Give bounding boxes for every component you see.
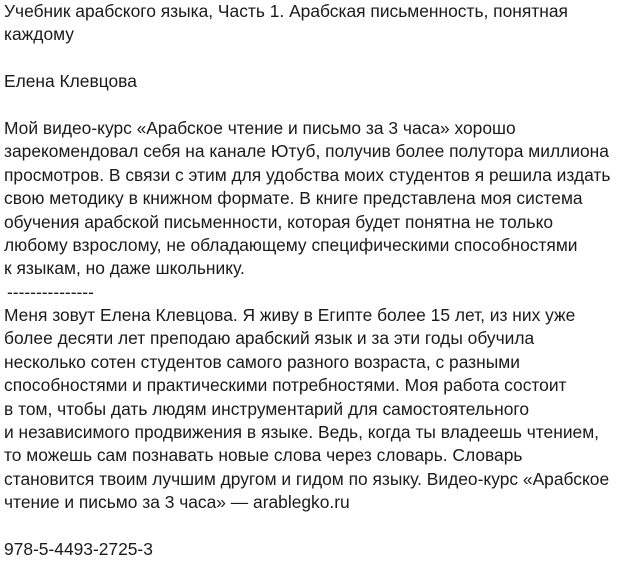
paragraph-line: становится твоим лучшим другом и гидом по языку. Видео-курс «Арабское [4, 468, 610, 489]
paragraph-line: обучения арабской письменности, которая будет понятна не только [4, 211, 554, 232]
paragraph-line: то можешь сам познавать новые слова через словарь. Словарь [4, 445, 523, 466]
paragraph-line: просмотров. В связи с этим для удобства моих студентов я решила издать [4, 164, 611, 185]
blank-line [4, 47, 626, 70]
paragraph-line: и независимого продвижения в языке. Ведь, когда ты владеешь чтением, [4, 422, 600, 443]
paragraph-line: чтение и письмо за 3 часа» — arablegko.ru [4, 492, 350, 513]
paragraph-line: в том, чтобы дать людям инструментарий для самостоятельного [4, 398, 530, 419]
document-page [4, 0, 626, 561]
paragraph-line: любому взрослому, не обладающему специфическими способностями [4, 234, 578, 255]
blank-line [4, 515, 626, 538]
author-bio-paragraph [4, 304, 626, 515]
book-title-line: каждому [4, 24, 74, 45]
paragraph-line: более десяти лет преподаю арабский язык и за эти годы обучила [4, 328, 535, 349]
isbn-number: 978-5-4493-2725-3 [4, 538, 153, 559]
paragraph-line: способностями и практическими потребностями. Моя работа состоит [4, 375, 567, 396]
paragraph-line: Меня зовут Елена Клевцова. Я живу в Египте более 15 лет, из них уже [4, 305, 576, 326]
section-divider: --------------- [7, 281, 94, 302]
description-paragraph [4, 117, 626, 281]
book-title-line: Учебник арабского языка, Часть 1. Арабская письменность, понятная [4, 1, 568, 21]
paragraph-line: свою методику в книжном формате. В книге представлена моя система [4, 188, 583, 209]
paragraph-line: несколько сотен студентов самого разного возраста, с разными [4, 351, 520, 372]
author-name: Елена Клевцова [4, 71, 137, 92]
book-title [4, 0, 626, 47]
blank-line [4, 94, 626, 117]
paragraph-line: к языкам, но даже школьнику. [4, 258, 245, 279]
paragraph-line: Мой видео-курс «Арабское чтение и письмо за 3 часа» хорошо [4, 117, 516, 138]
paragraph-line: зарекомендовал себя на канале Ютуб, получив более полутора миллиона [4, 141, 609, 162]
